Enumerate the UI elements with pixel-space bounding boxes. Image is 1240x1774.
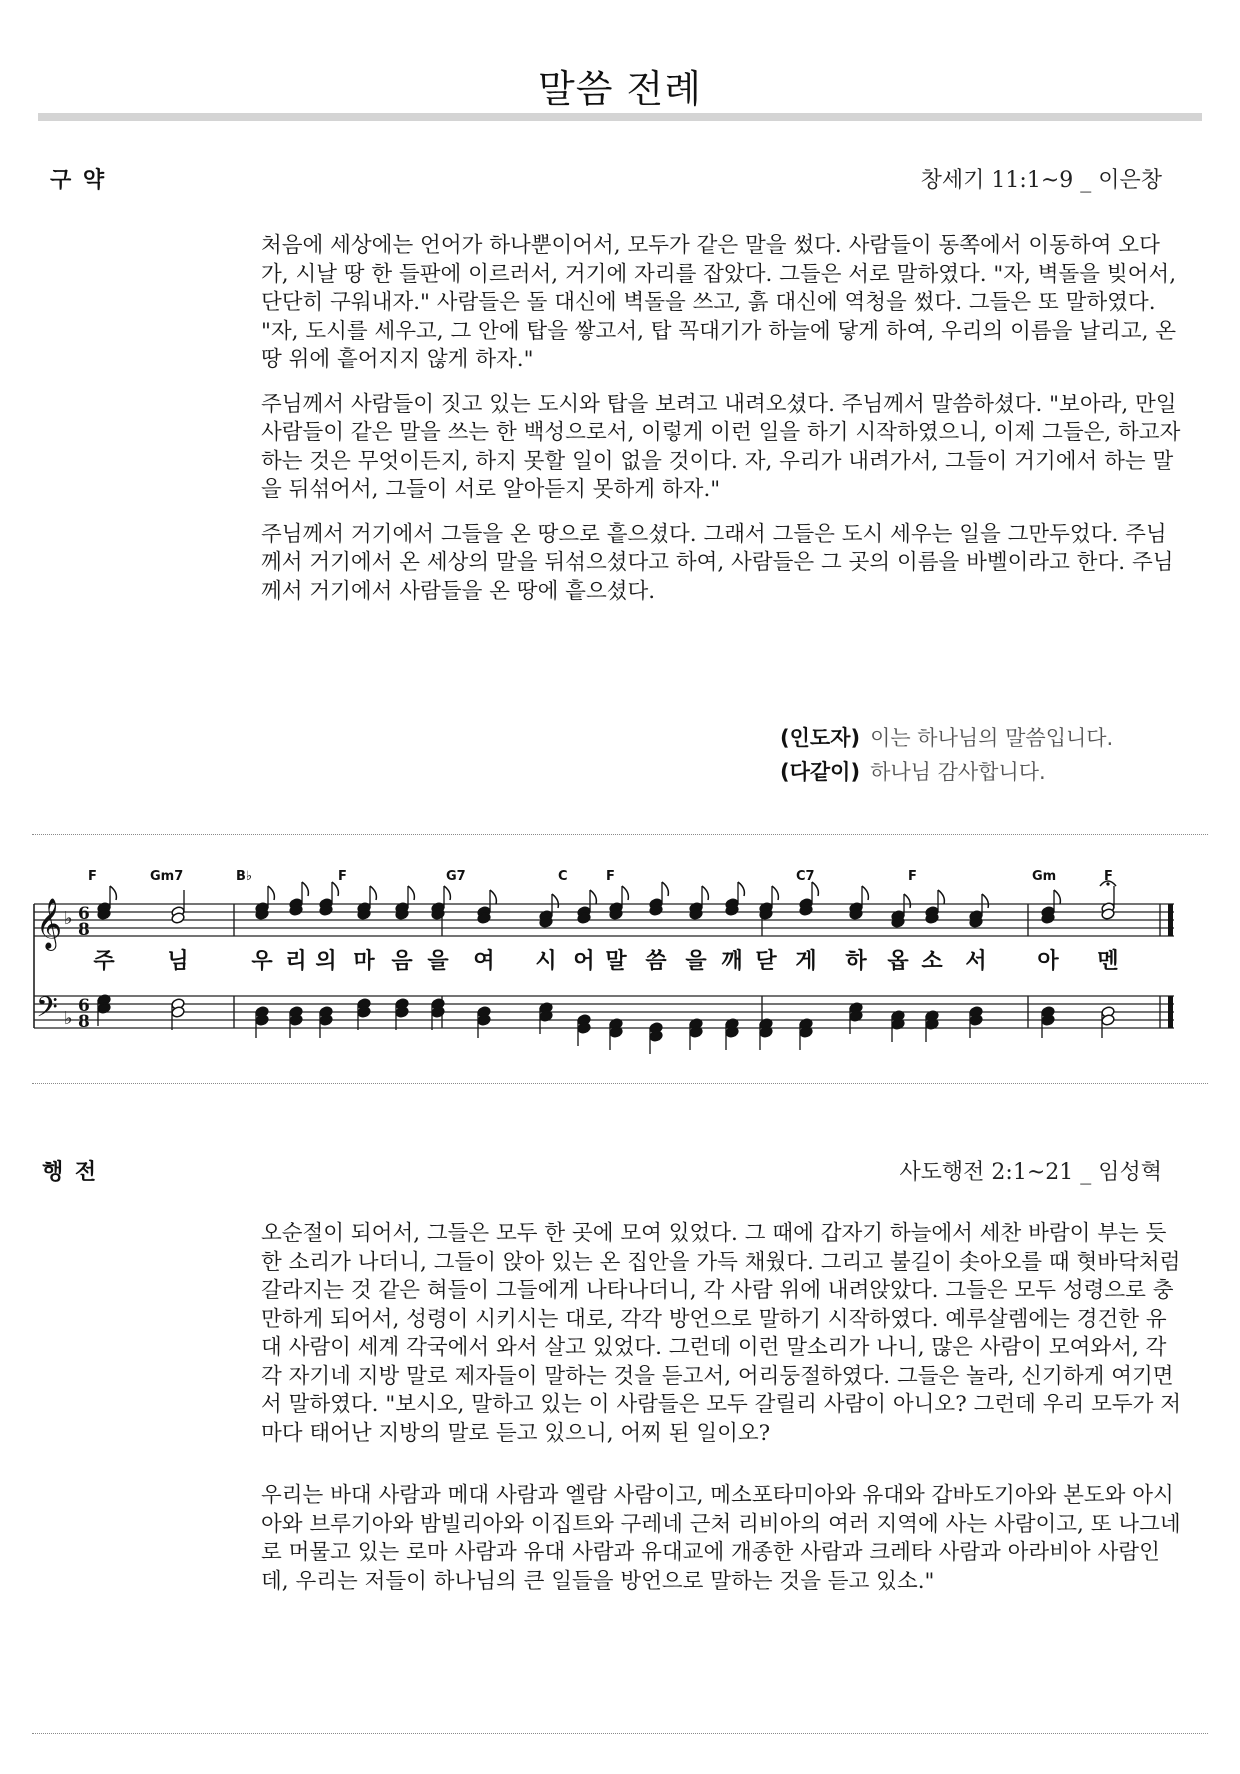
flat-key-signature: ♭: [64, 908, 73, 929]
response-block: [780, 721, 1113, 789]
reading-paragraph: 주님께서 거기에서 그들을 온 땅으로 흩으셨다. 그래서 그들은 도시 세우는 일을 그만두었다. 주님께서 거기에서 온 세상의 말을 뒤섞으셨다고 하여, 사람들은 그 곳의 이름을 바벨이라고 한다. 주님께서 거기에서 사람들을 온 땅에 흩으셨다.: [261, 521, 1174, 604]
note-flag: [662, 882, 668, 896]
note-flag: [444, 886, 450, 900]
old-testament-reference: 창세기 11:1~9 _ 이은창: [920, 168, 1162, 193]
lyric-syllable: 을: [685, 949, 707, 974]
lyric-syllable: 마: [353, 949, 375, 974]
time-signature-denominator: 8: [78, 920, 90, 940]
reading-paragraph: 오순절이 되어서, 그들은 모두 한 곳에 모여 있었다. 그 때에 갑자기 하늘에서 세찬 바람이 부는 듯한 소리가 나더니, 그들이 앉아 있는 온 집안을 가득 채웠다. 그리고 불길이 솟아오를 때 혓바닥처럼 갈라지는 것 같은 혀들이 그들에게 나타나더니, 각 사람 위에 내려앉았다. 그들은 모두 성령으로 충만하게 되어서, 성령이 시키시는 대로, 각각 방언으로 말하기 시작하였다. 예루살렘에는 경건한 유대 사람이 세계 각국에서 와서 살고 있었다. 그런데 이런 말소리가 나니, 많은 사람이 모여와서, 각각 자기네 지방 말로 제자들이 말하는 것을 듣고서, 어리둥절하였다. 그들은 놀라, 신기하게 여기면서 말하였다. "보시오, 말하고 있는 이 사람들은 모두 갈릴리 사람이 아니오? 그런데 우리 모두가 저마다 태어난 지방의 말로 듣고 있으니, 어찌 된 일이오?: [261, 1221, 1181, 1446]
note-flag: [370, 886, 376, 900]
acts-reference: 사도행전 2:1~21 _ 임성혁: [899, 1160, 1162, 1185]
chord-symbol: C: [558, 869, 568, 884]
lyric-syllable: 을: [427, 949, 449, 974]
page-title: 말씀 전례: [538, 67, 702, 111]
lyric-syllable: 우: [251, 949, 273, 974]
chord-symbol: F: [338, 869, 347, 884]
time-signature-numerator: 6: [78, 904, 90, 924]
note-flag: [1054, 890, 1060, 904]
chord-symbol: Gm: [1032, 869, 1057, 884]
lyric-syllable: 여: [473, 949, 495, 974]
note-flag: [938, 890, 944, 904]
lyric-syllable: 하: [845, 949, 867, 974]
lyric-syllable: 어: [573, 949, 595, 974]
reading-paragraph: 처음에 세상에는 언어가 하나뿐이어서, 모두가 같은 말을 썼다. 사람들이 동쪽에서 이동하여 오다가, 시날 땅 한 들판에 이르러서, 거기에 자리를 잡았다. 그들은 서로 말하였다. "자, 벽돌을 빚어서, 단단히 구워내자." 사람들은 돌 대신에 벽돌을 쓰고, 흙 대신에 역청을 썼다. 그들은 또 말하였다. "자, 도시를 세우고, 그 안에 탑을 쌓고서, 탑 꼭대기가 하늘에 닿게 하여, 우리의 이름을 날리고, 온 땅 위에 흩어지지 않게 하자.": [261, 233, 1177, 372]
lyric-syllable: 멘: [1097, 949, 1119, 974]
lyric-syllable: 님: [167, 949, 189, 974]
note-flag: [738, 882, 744, 896]
note-flag: [268, 886, 274, 900]
note-flag: [772, 886, 778, 900]
note-flag: [590, 890, 596, 904]
acts-reading: [261, 1220, 1185, 1612]
response-text: 하나님 감사합니다.: [870, 760, 1046, 784]
lyric-syllable: 의: [315, 949, 337, 974]
time-signature-numerator: 6: [78, 996, 90, 1016]
bass-clef: 𝄢: [36, 991, 58, 1031]
lyric-syllable: 음: [391, 949, 413, 974]
lyric-syllable: 주: [93, 949, 115, 974]
response-text: 이는 하나님의 말씀입니다.: [870, 726, 1114, 750]
chord-symbol: Gm7: [150, 869, 184, 884]
old-testament-label: 구 약: [50, 168, 107, 193]
note-flag: [552, 894, 558, 908]
reading-paragraph: 우리는 바대 사람과 메대 사람과 엘람 사람이고, 메소포타미아와 유대와 갑바도기아와 본도와 아시아와 브루기아와 밤빌리아와 이집트와 구레네 근처 리비아의 여러 지역에 사는 사람이고, 또 나그네로 머물고 있는 로마 사람과 유대 사람과 유대교에 개종한 사람과 크레타 사람과 아라비아 사람인데, 우리는 저들이 하나님의 큰 일들을 방언으로 말하는 것을 듣고 있소.": [261, 1483, 1181, 1594]
note-flag: [862, 886, 868, 900]
dotted-divider: [32, 1733, 1208, 1734]
note-flag: [702, 886, 708, 900]
lyric-syllable: 옵: [887, 949, 909, 974]
note-flag: [490, 890, 496, 904]
flat-key-signature: ♭: [64, 1008, 73, 1029]
final-barline: [1168, 996, 1173, 1028]
dotted-divider: [32, 1083, 1208, 1084]
lyric-syllable: 시: [535, 949, 557, 974]
response-speaker: (다같이): [780, 760, 861, 784]
chord-symbol: B♭: [236, 869, 253, 884]
title-divider: [38, 113, 1202, 121]
response-all: [780, 755, 1113, 789]
chord-symbol: F: [1104, 869, 1113, 884]
chord-symbol: F: [88, 869, 97, 884]
chord-symbol: F: [908, 869, 917, 884]
response-speaker: (인도자): [780, 726, 861, 750]
dotted-divider: [32, 834, 1208, 835]
note-flag: [408, 886, 414, 900]
note-flag: [812, 882, 818, 896]
note-flag: [622, 886, 628, 900]
lyric-syllable: 서: [965, 949, 987, 974]
lyric-syllable: 게: [795, 949, 817, 974]
chord-symbol: C7: [796, 869, 815, 884]
chord-symbol: G7: [446, 869, 466, 884]
lyric-syllable: 깨: [721, 949, 743, 974]
note-flag: [982, 894, 988, 908]
time-signature-denominator: 8: [78, 1012, 90, 1032]
note-flag: [110, 886, 116, 900]
lyric-syllable: 리: [285, 949, 307, 974]
lyric-syllable: 말: [605, 949, 627, 974]
note-flag: [302, 882, 308, 896]
chord-symbol: F: [606, 869, 615, 884]
lyric-syllable: 닫: [755, 949, 777, 974]
old-testament-reading: [261, 232, 1185, 622]
lyric-syllable: 아: [1037, 949, 1059, 974]
lyric-syllable: 씀: [645, 949, 667, 974]
lyric-syllable: 소: [921, 949, 943, 974]
response-leader: [780, 721, 1113, 755]
hymn-score: [28, 866, 1180, 1066]
treble-clef: 𝄞: [36, 898, 63, 949]
note-flag: [904, 894, 910, 908]
acts-label: 행 전: [42, 1160, 99, 1185]
reading-paragraph: 주님께서 사람들이 짓고 있는 도시와 탑을 보려고 내려오셨다. 주님께서 말씀하셨다. "보아라, 만일 사람들이 같은 말을 쓰는 한 백성으로서, 이렇게 이런 일을 하기 시작하였으니, 이제 그들은, 하고자 하는 것은 무엇이든지, 하지 못할 일이 없을 것이다. 자, 우리가 내려가서, 그들이 거기에서 하는 말을 뒤섞어서, 그들이 서로 알아듣지 못하게 하자.": [261, 391, 1181, 502]
note-flag: [332, 882, 338, 896]
final-barline: [1168, 904, 1173, 936]
